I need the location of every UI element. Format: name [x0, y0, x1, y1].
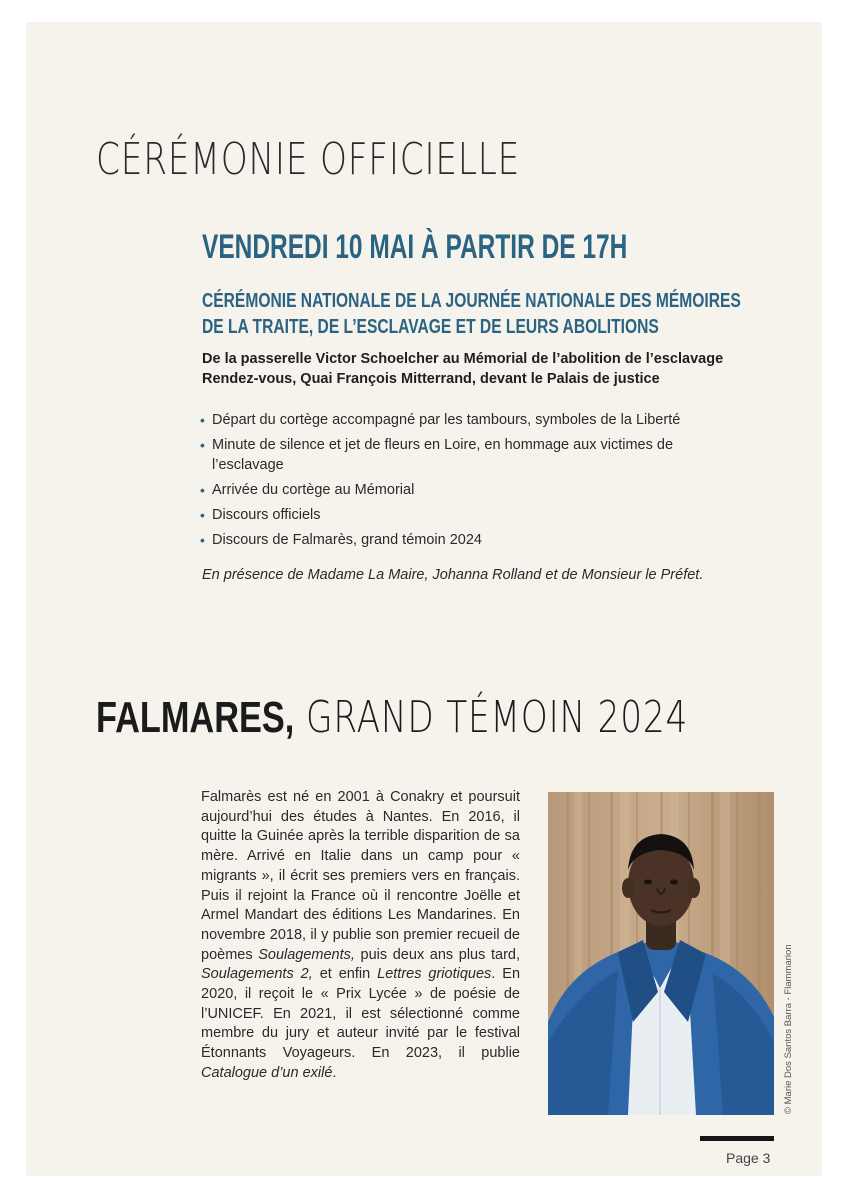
- bullet-icon: •: [200, 437, 205, 453]
- event-location-line: Rendez-vous, Quai François Mitterrand, devant le Palais de justice: [202, 371, 660, 387]
- book-title: Catalogue d’un exilé: [201, 1064, 333, 1081]
- list-item-text: Départ du cortège accompagné par les tambours, symboles de la Liberté: [212, 412, 681, 428]
- bullet-icon: •: [200, 507, 205, 523]
- list-item: [200, 410, 800, 430]
- falmares-biography: [201, 788, 520, 1084]
- falmares-portrait-photo: [548, 792, 774, 1115]
- document-page: [26, 22, 822, 1176]
- falmares-title-name: FALMARES,: [96, 693, 295, 742]
- bio-text: Falmarès est né en 2001 à Conakry et poursuit aujourd’hui des études à Nantes. En 2016, il quitte la Guinée après la terrible disparition de sa mère. Arrivé en Italie dans un camp pour « migrants », il écrit ses premiers vers en français. Puis il rejoint la France où il rencontre Joëlle et Armel Mandart des éditions Les Mandarines. En novembre 2018, il y publie son premier recueil de poèmes: [201, 789, 520, 963]
- list-item: [200, 530, 800, 550]
- list-item-text: Discours de Falmarès, grand témoin 2024: [212, 532, 482, 548]
- page-number-bar: [700, 1136, 774, 1141]
- book-title: Soulagements,: [258, 946, 355, 963]
- programme-list: [200, 410, 800, 555]
- page-number: Page 3: [726, 1150, 771, 1166]
- bullet-icon: •: [200, 482, 205, 498]
- book-title: Soulagements 2,: [201, 966, 313, 983]
- list-item: [200, 435, 732, 475]
- bio-text: et enfin: [312, 966, 378, 983]
- presence-note: En présence de Madame La Maire, Johanna Rolland et de Monsieur le Préfet.: [202, 567, 704, 583]
- list-item-text: Minute de silence et jet de fleurs en Loire, en hommage aux victimes de l’esclavage: [212, 437, 674, 473]
- list-item-text: Arrivée du cortège au Mémorial: [212, 482, 415, 498]
- list-item: [200, 505, 800, 525]
- bio-text: . En 2020, il reçoit le « Prix Lycée » de poésie de l’UNICEF. En 2021, il est sélectionné comme membre du jury et auteur invité par le festival Étonnants Voyageurs. En 2023, il publie: [201, 966, 521, 1062]
- event-date: VENDREDI 10 MAI À PARTIR DE 17H: [202, 228, 628, 266]
- event-heading: [202, 288, 741, 340]
- bullet-icon: •: [200, 412, 205, 428]
- bio-text: puis deux ans plus tard,: [354, 946, 520, 963]
- book-title: Lettres griotiques: [377, 966, 492, 983]
- list-item-text: Discours officiels: [212, 507, 321, 523]
- event-heading-line: CÉRÉMONIE NATIONALE DE LA JOURNÉE NATIONALE DES MÉMOIRES: [202, 290, 741, 312]
- falmares-title: [96, 692, 688, 743]
- portrait-illustration: [548, 792, 774, 1115]
- section-title: CÉRÉMONIE OFFICIELLE: [96, 134, 521, 185]
- event-location-line: De la passerelle Victor Schoelcher au Mémorial de l’abolition de l’esclavage: [202, 351, 724, 367]
- bullet-icon: •: [200, 532, 205, 548]
- event-heading-line: DE LA TRAITE, DE L’ESCLAVAGE ET DE LEURS ABOLITIONS: [202, 316, 659, 338]
- falmares-title-subtitle: GRAND TÉMOIN 2024: [294, 692, 689, 743]
- event-location: [202, 349, 723, 389]
- bio-text: .: [332, 1064, 337, 1081]
- list-item: [200, 480, 800, 500]
- photo-credit: © Marie Dos Santos Barra - Flammarion: [783, 944, 794, 1114]
